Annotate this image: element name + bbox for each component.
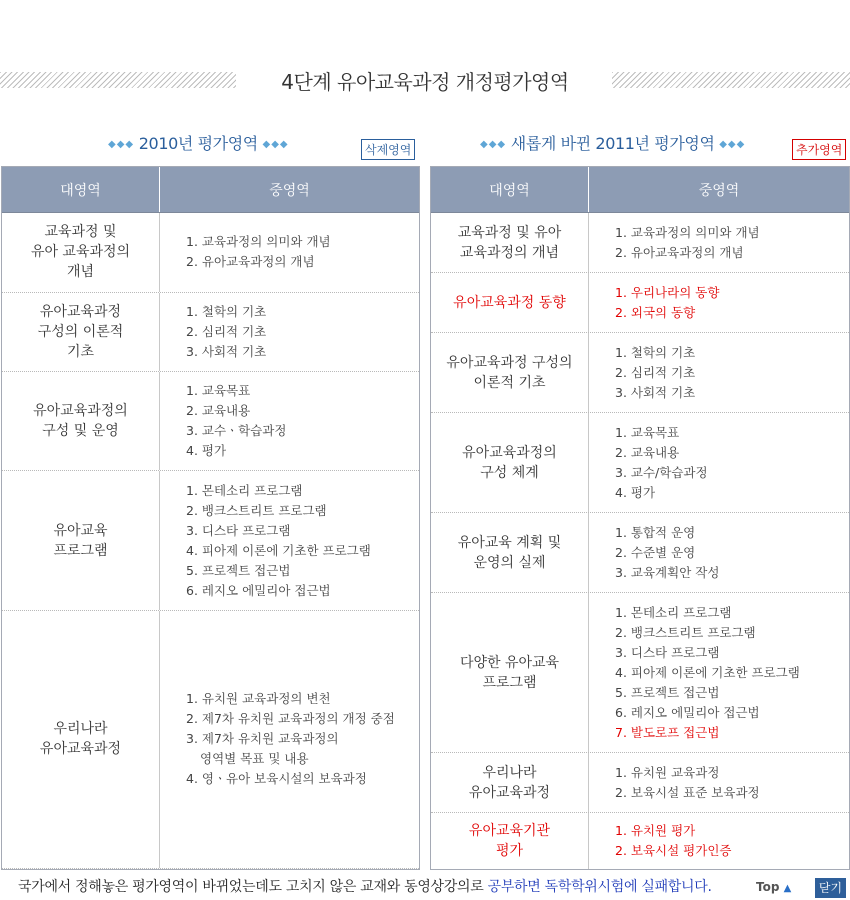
major-area-line: 구성의 이론적: [37, 323, 124, 340]
sub-area-item: 6. 레지오 에밀리아 접근법: [186, 582, 331, 598]
sub-area-item: 2. 보육시설 표준 보육과정: [615, 784, 760, 800]
major-area-line: 우리나라: [53, 721, 108, 738]
table-row: [2, 471, 419, 610]
sub-area-item: 2. 심리적 기초: [615, 364, 696, 380]
major-area-line: 유아교육과정: [468, 784, 551, 801]
sub-area-cell: [589, 413, 849, 512]
major-area-line: 유아 교육과정의: [30, 244, 131, 261]
sub-area-item: 영역별 목표 및 내용: [200, 751, 309, 767]
major-area-cell: [2, 471, 160, 609]
top-link-label: Top: [756, 880, 780, 894]
table-row: [2, 611, 419, 869]
diamond-icon: ◆◆◆: [480, 139, 507, 150]
sub-area-cell: [589, 753, 849, 812]
sub-area-item: 3. 교수/학습과정: [615, 464, 708, 480]
sub-area-item: 3. 디스타 프로그램: [186, 522, 291, 538]
sub-area-item: 1. 교육목표: [186, 383, 251, 399]
sub-area-item: 2. 보육시설 평가인증: [615, 843, 732, 858]
table-row: [431, 213, 849, 273]
right-section-title-text: 새롭게 바뀐 2011년 평가영역: [510, 134, 715, 153]
sub-area-cell: [160, 293, 419, 372]
major-area-cell: [2, 213, 160, 292]
added-area-tag: 추가영역: [792, 139, 846, 160]
page-title: 4단계 유아교육과정 개정평가영역: [281, 70, 569, 94]
major-area-line: 우리나라: [482, 764, 537, 781]
header-sub-area: 중영역: [698, 182, 740, 199]
table-row: [431, 513, 849, 593]
sub-area-cell: [160, 213, 419, 292]
major-area-line: 개념: [66, 264, 95, 281]
sub-area-item: 1. 유치원 평가: [615, 823, 696, 838]
sub-area-item: 4. 영ㆍ유아 보육시설의 보육과정: [186, 771, 367, 787]
major-area-line: 유아교육과정 구성의: [446, 354, 573, 371]
sub-area-item: 1. 교육과정의 의미와 개념: [615, 224, 760, 240]
sub-area-item: 2. 교육내용: [186, 403, 251, 419]
diamond-icon: ◆◆◆: [262, 139, 289, 150]
major-area-cell: [431, 593, 589, 752]
major-area-cell: [2, 372, 160, 470]
major-area-line: 유아교육기관: [468, 823, 551, 839]
sub-area-item: 2. 교육내용: [615, 444, 680, 460]
major-area-line: 유아교육 계획 및: [457, 534, 562, 551]
sub-area-cell: [589, 213, 849, 272]
major-area-line: 프로그램: [482, 674, 537, 691]
right-section-title: [480, 131, 745, 154]
table-row: [2, 213, 419, 293]
major-area-cell: [431, 213, 589, 272]
table-row: [431, 593, 849, 753]
major-area-cell: [431, 813, 589, 869]
right-table: [430, 166, 850, 870]
major-area-line: 이론적 기초: [473, 374, 546, 391]
diamond-icon: ◆◆◆: [108, 139, 135, 150]
sub-area-item: 2. 외국의 동향: [615, 304, 696, 320]
sub-area-item: 4. 피아제 이론에 기초한 프로그램: [615, 664, 800, 680]
arrow-up-icon: ▲: [783, 883, 792, 894]
major-area-line: 교육과정의 개념: [459, 244, 560, 261]
sub-area-cell: [589, 333, 849, 412]
footer-notice-highlight: 공부하면 독학학위시험에 실패합니다.: [487, 879, 712, 895]
sub-area-cell: [160, 372, 419, 470]
table-row: [431, 813, 849, 869]
sub-area-item: 6. 레지오 에밀리아 접근법: [615, 704, 760, 720]
sub-area-item: 4. 평가: [615, 484, 656, 500]
sub-area-item: 2. 수준별 운영: [615, 544, 696, 560]
table-row: [431, 273, 849, 333]
sub-area-cell: [160, 471, 419, 609]
sub-area-item: 3. 디스타 프로그램: [615, 644, 720, 660]
sub-area-cell: [589, 513, 849, 592]
sub-area-item: 2. 심리적 기초: [186, 323, 267, 339]
sub-area-item: 7. 발도로프 접근법: [615, 724, 720, 740]
sub-area-item: 2. 뱅크스트리트 프로그램: [186, 502, 327, 518]
sub-area-cell: [160, 611, 419, 868]
table-row: [431, 753, 849, 813]
major-area-line: 구성 및 운영: [42, 423, 119, 440]
table-header: [2, 167, 419, 213]
major-area-line: 교육과정 및: [44, 224, 117, 241]
table-row: [431, 333, 849, 413]
close-button[interactable]: 닫기: [815, 878, 846, 898]
major-area-line: 프로그램: [53, 542, 108, 559]
major-area-cell: [2, 293, 160, 372]
major-area-line: 운영의 실제: [473, 554, 546, 571]
sub-area-item: 1. 철학의 기초: [615, 344, 696, 360]
header-major-area: 대영역: [431, 167, 589, 212]
header-major-area: 대영역: [2, 167, 160, 212]
sub-area-cell: [589, 593, 849, 752]
sub-area-item: 2. 제7차 유치원 교육과정의 개정 중점: [186, 711, 395, 727]
sub-area-cell: [589, 273, 849, 332]
sub-area-item: 2. 유아교육과정의 개념: [615, 244, 744, 260]
major-area-line: 기초: [66, 343, 95, 360]
sub-area-item: 4. 피아제 이론에 기초한 프로그램: [186, 542, 371, 558]
major-area-line: 다양한 유아교육: [459, 654, 560, 671]
major-area-line: 유아교육과정: [39, 741, 122, 758]
header-sub-area: 중영역: [269, 182, 310, 199]
sub-area-item: 1. 우리나라의 동향: [615, 284, 720, 300]
major-area-line: 유아교육과정 동향: [453, 294, 566, 311]
table-header: [431, 167, 849, 213]
major-area-cell: [431, 513, 589, 592]
left-table: [1, 166, 420, 870]
left-section-title-text: 2010년 평가영역: [138, 134, 258, 153]
sub-area-item: 3. 사회적 기초: [186, 343, 267, 359]
sub-area-item: 1. 교육과정의 의미와 개념: [186, 234, 331, 250]
major-area-line: 평가: [495, 843, 524, 859]
footer-notice: [18, 876, 712, 896]
sub-area-item: 4. 평가: [186, 443, 227, 459]
footer-notice-text: 국가에서 정해놓은 평가영역이 바뀌었는데도 고치지 않은 교재와 동영상강의로: [18, 879, 488, 895]
deleted-area-tag: 삭제영역: [361, 139, 415, 160]
major-area-line: 유아교육과정: [39, 303, 122, 320]
major-area-line: 구성 체계: [480, 464, 539, 481]
major-area-line: 유아교육과정의: [33, 403, 128, 420]
table-row: [431, 413, 849, 513]
sub-area-item: 1. 유치원 교육과정의 변천: [186, 691, 331, 707]
sub-area-item: 1. 몬테소리 프로그램: [615, 604, 732, 620]
major-area-cell: [431, 413, 589, 512]
sub-area-item: 3. 교육계획안 작성: [615, 564, 720, 580]
sub-area-item: 1. 철학의 기초: [186, 303, 267, 319]
major-area-line: 교육과정 및 유아: [457, 224, 562, 241]
sub-area-item: 3. 교수ㆍ학습과정: [186, 423, 287, 439]
sub-area-item: 5. 프로젝트 접근법: [615, 684, 720, 700]
major-area-line: 유아교육: [53, 522, 108, 539]
sub-area-item: 5. 프로젝트 접근법: [186, 562, 291, 578]
sub-area-item: 1. 몬테소리 프로그램: [186, 482, 303, 498]
major-area-cell: [431, 753, 589, 812]
major-area-cell: [2, 611, 160, 868]
sub-area-item: 1. 교육목표: [615, 424, 680, 440]
sub-area-item: 3. 사회적 기초: [615, 384, 696, 400]
top-link[interactable]: [756, 880, 791, 894]
diamond-icon: ◆◆◆: [719, 139, 746, 150]
sub-area-item: 1. 통합적 운영: [615, 524, 696, 540]
left-section-title: [108, 131, 289, 154]
sub-area-cell: [589, 813, 849, 869]
major-area-line: 유아교육과정의: [462, 444, 557, 461]
sub-area-item: 2. 뱅크스트리트 프로그램: [615, 624, 756, 640]
sub-area-item: 3. 제7차 유치원 교육과정의: [186, 731, 339, 747]
table-row: [2, 293, 419, 373]
sub-area-item: 1. 유치원 교육과정: [615, 764, 720, 780]
table-row: [2, 372, 419, 471]
sub-area-item: 2. 유아교육과정의 개념: [186, 254, 315, 270]
major-area-cell: [431, 333, 589, 412]
major-area-cell: [431, 273, 589, 332]
